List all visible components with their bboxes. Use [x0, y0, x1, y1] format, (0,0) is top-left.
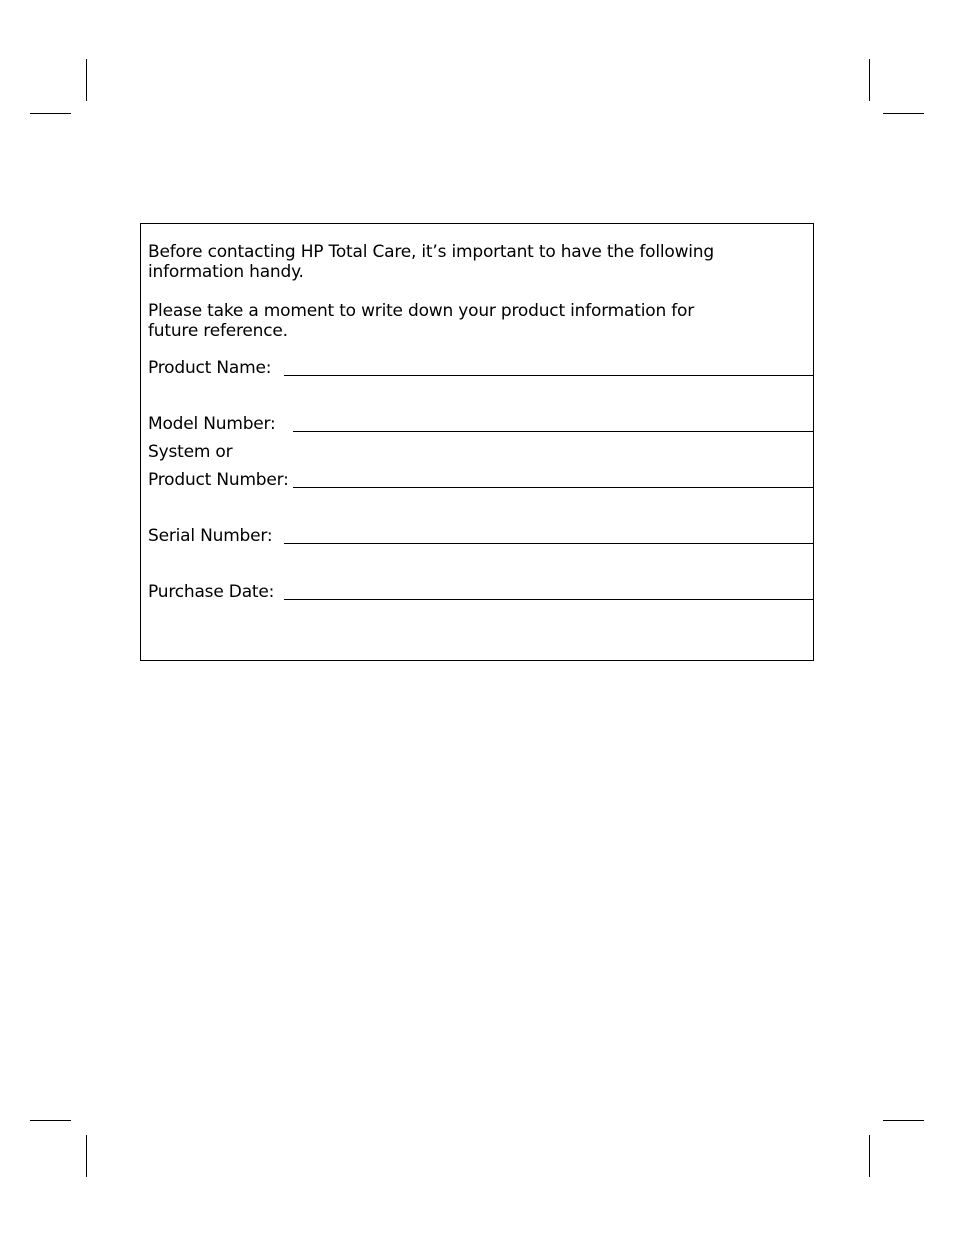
product-name-label: Product Name:: [148, 358, 272, 378]
crop-mark-top-left-horizontal: [30, 113, 71, 114]
crop-mark-top-right-vertical: [869, 59, 870, 101]
serial-number-label: Serial Number:: [148, 526, 273, 546]
product-number-line[interactable]: [293, 487, 813, 488]
intro-paragraph-write-down: Please take a moment to write down your product information for future reference.: [148, 301, 695, 341]
intro-paragraph-contact: Before contacting HP Total Care, it’s important to have the following information handy.: [148, 242, 714, 282]
purchase-date-line[interactable]: [284, 599, 813, 600]
product-number-label: Product Number:: [148, 470, 289, 490]
crop-mark-bottom-right-vertical: [869, 1135, 870, 1177]
serial-number-line[interactable]: [284, 543, 813, 544]
model-number-label: Model Number:: [148, 414, 276, 434]
product-info-box: [140, 223, 814, 661]
model-number-line[interactable]: [293, 431, 813, 432]
crop-mark-bottom-left-horizontal: [30, 1120, 71, 1121]
system-or-label: System or: [148, 442, 233, 462]
purchase-date-label: Purchase Date:: [148, 582, 275, 602]
crop-mark-bottom-right-horizontal: [883, 1120, 924, 1121]
product-name-line[interactable]: [284, 375, 813, 376]
crop-mark-top-left-vertical: [86, 59, 87, 101]
crop-mark-top-right-horizontal: [883, 113, 924, 114]
crop-mark-bottom-left-vertical: [86, 1135, 87, 1177]
